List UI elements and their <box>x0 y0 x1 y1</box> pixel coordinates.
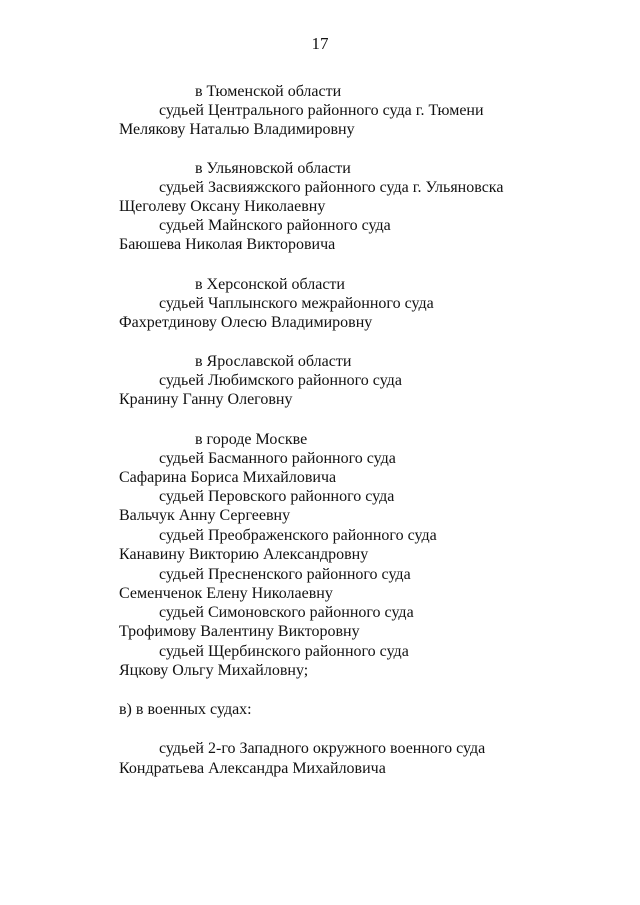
page-number: 17 <box>311 34 329 53</box>
court-line: судьей Перовского районного суда <box>159 488 395 505</box>
judge-name: Щеголеву Оксану Николаевну <box>119 198 326 215</box>
judge-name: Вальчук Анну Сергеевну <box>119 507 291 524</box>
judge-name: Семенченок Елену Николаевну <box>119 585 333 602</box>
region-heading-kherson: в Херсонской области <box>195 276 345 293</box>
judge-name: Мелякову Наталью Владимировну <box>119 121 355 138</box>
judge-name: Баюшева Николая Викторовича <box>119 236 336 253</box>
judge-name: Сафарина Бориса Михайловича <box>119 469 337 486</box>
court-line: судьей Майнского районного суда <box>159 217 391 234</box>
judge-name: Трофимову Валентину Викторовну <box>119 623 360 640</box>
court-line: судьей Пресненского районного суда <box>159 566 411 583</box>
court-line: судьей Басманного районного суда <box>159 450 396 467</box>
court-line: судьей 2-го Западного окружного военного суда <box>159 740 486 757</box>
court-line: судьей Щербинского районного суда <box>159 643 409 660</box>
court-line: судьей Чаплынского межрайонного суда <box>159 295 434 312</box>
region-heading-yaroslavl: в Ярославской области <box>195 353 352 370</box>
court-line: судьей Преображенского районного суда <box>159 527 437 544</box>
region-heading-ulyanovsk: в Ульяновской области <box>195 160 351 177</box>
judge-name: Фахретдинову Олесю Владимировну <box>119 314 373 331</box>
court-line: судьей Любимского районного суда <box>159 372 402 389</box>
judge-name: Кранину Ганну Олеговну <box>119 391 293 408</box>
judge-name: Кондратьева Александра Михайловича <box>119 760 386 777</box>
court-line: судьей Центрального районного суда г. Тюмени <box>159 102 484 119</box>
region-heading-moscow: в городе Москве <box>195 431 308 448</box>
court-line: судьей Симоновского районного суда <box>159 604 414 621</box>
subsection-heading-military: в) в военных судах: <box>119 701 252 718</box>
court-line: судьей Засвияжского районного суда г. Ульяновска <box>159 179 504 196</box>
judge-name: Яцкову Ольгу Михайловну; <box>119 662 309 679</box>
judge-name: Канавину Викторию Александровну <box>119 546 369 563</box>
region-heading-tyumen: в Тюменской области <box>195 83 342 100</box>
